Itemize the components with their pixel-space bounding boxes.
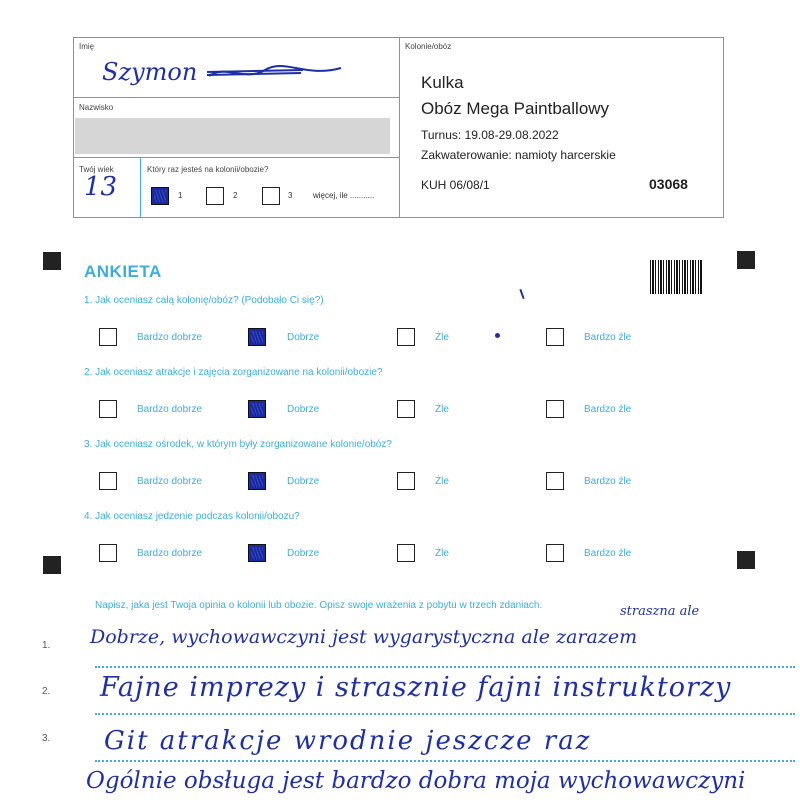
rating-option-label: Dobrze: [287, 404, 320, 415]
rating-checkbox[interactable]: [546, 328, 564, 346]
times-checkbox-3[interactable]: [262, 187, 280, 205]
camp-label: Kolonie/obóz: [405, 42, 452, 51]
rating-checkbox[interactable]: [397, 472, 415, 490]
rating-option-label: Bardzo źle: [584, 404, 632, 415]
rating-option-label: Źle: [435, 404, 449, 415]
times-checkbox-1[interactable]: [151, 187, 169, 205]
rating-checkbox[interactable]: [397, 328, 415, 346]
rating-checkbox[interactable]: [397, 400, 415, 418]
turnus: Turnus: 19.08-29.08.2022: [421, 128, 559, 142]
times-checkbox-2[interactable]: [206, 187, 224, 205]
answer-line-4[interactable]: Ogólnie obsługa jest bardzo dobra moja wychowawczyni: [86, 768, 746, 794]
redacted-field: [75, 118, 390, 154]
line-number-3: 3.: [42, 733, 51, 744]
rating-option-label: Źle: [435, 332, 449, 343]
question-text: 1. Jak oceniasz całą kolonię/obóz? (Podobało Ci się?): [84, 295, 324, 306]
answer-insert: straszna ale: [620, 604, 700, 619]
answer-line: [95, 666, 795, 668]
accommodation: Zakwaterowanie: namioty harcerskie: [421, 148, 616, 162]
times-label: Który raz jesteś na kolonii/obozie?: [147, 165, 269, 174]
times-more-label: więcej, ile ...........: [313, 191, 375, 200]
rating-checkbox[interactable]: [546, 472, 564, 490]
times-option-2: 2: [233, 191, 238, 200]
rating-checkbox[interactable]: [248, 400, 266, 418]
form-number: 03068: [649, 176, 688, 192]
answer-line: [95, 760, 795, 762]
times-option-1: 1: [178, 191, 183, 200]
rating-option-label: Bardzo źle: [584, 548, 632, 559]
rating-checkbox[interactable]: [99, 328, 117, 346]
registration-marker: [43, 556, 61, 574]
rating-option-label: Bardzo źle: [584, 476, 632, 487]
camp-name: Obóz Mega Paintballowy: [421, 99, 610, 118]
answer-line-1[interactable]: Dobrze, wychowawczyni jest wygarystyczna ale zarazem: [90, 626, 638, 648]
first-name-label: Imię: [79, 42, 95, 51]
rating-option-label: Bardzo dobrze: [137, 404, 203, 415]
rating-checkbox[interactable]: [546, 400, 564, 418]
rating-option-label: Bardzo dobrze: [137, 548, 203, 559]
rating-option-label: Bardzo dobrze: [137, 332, 203, 343]
last-name-label: Nazwisko: [79, 103, 114, 112]
pen-mark: [519, 289, 524, 299]
line-number-2: 2.: [42, 686, 51, 697]
rating-option-label: Dobrze: [287, 476, 320, 487]
age-value[interactable]: 13: [84, 172, 118, 202]
rating-option-label: Bardzo źle: [584, 332, 632, 343]
line-number-1: 1.: [42, 640, 51, 651]
answer-line-3[interactable]: Git atrakcje wrodnie jeszcze raz: [104, 726, 592, 756]
question-text: 4. Jak oceniasz jedzenie podczas kolonii/obozu?: [84, 511, 300, 522]
rating-option-label: Źle: [435, 476, 449, 487]
rating-option-label: Bardzo dobrze: [137, 476, 203, 487]
first-name-value[interactable]: Szymon: [102, 58, 198, 86]
rating-option-label: Źle: [435, 548, 449, 559]
rating-checkbox[interactable]: [99, 400, 117, 418]
pen-mark: [495, 333, 500, 338]
registration-marker: [43, 252, 61, 270]
divider: [73, 97, 400, 98]
rating-option-label: Dobrze: [287, 548, 320, 559]
rating-checkbox[interactable]: [248, 544, 266, 562]
answer-line: [95, 713, 795, 715]
scribble-icon: [205, 60, 345, 84]
registration-marker: [737, 551, 755, 569]
question-text: 3. Jak oceniasz ośrodek, w którym były zorganizowane kolonie/obóz?: [84, 439, 392, 450]
question-text: 2. Jak oceniasz atrakcje i zajęcia zorganizowane na kolonii/obozie?: [84, 367, 383, 378]
crossed-out-text: [205, 60, 345, 84]
barcode: [650, 260, 702, 294]
divider: [140, 157, 141, 218]
rating-option-label: Dobrze: [287, 332, 320, 343]
rating-checkbox[interactable]: [99, 472, 117, 490]
camp-place: Kulka: [421, 73, 464, 92]
rating-checkbox[interactable]: [248, 328, 266, 346]
camp-code: KUH 06/08/1: [421, 178, 490, 192]
times-option-3: 3: [288, 191, 293, 200]
rating-checkbox[interactable]: [397, 544, 415, 562]
answer-line-2[interactable]: Fajne imprezy i strasznie fajni instruktorzy: [100, 672, 732, 703]
rating-checkbox[interactable]: [546, 544, 564, 562]
age-label: Twój wiek: [79, 165, 114, 174]
survey-title: ANKIETA: [84, 262, 162, 281]
divider: [73, 157, 400, 158]
rating-checkbox[interactable]: [248, 472, 266, 490]
rating-checkbox[interactable]: [99, 544, 117, 562]
registration-marker: [737, 251, 755, 269]
open-question-prompt: Napisz, jaka jest Twoja opinia o kolonii lub obozie. Opisz swoje wrażenia z pobytu w trzech zdaniach.: [95, 600, 543, 611]
